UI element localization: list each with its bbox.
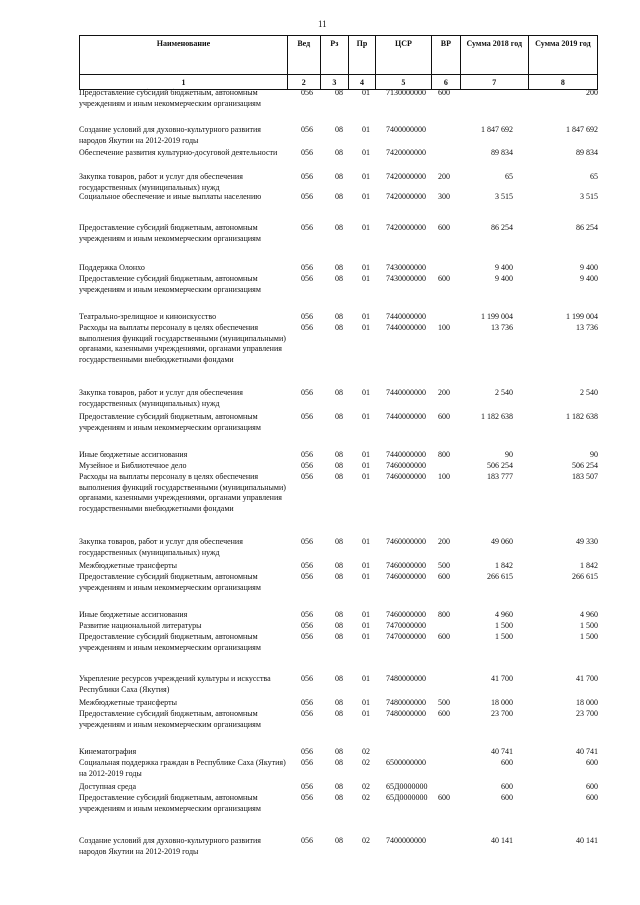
- row-sum-2019: 49 330: [576, 537, 598, 546]
- row-sum-2018: 600: [501, 793, 513, 802]
- row-csr: 7400000000: [386, 125, 426, 134]
- row-pr: 01: [362, 537, 370, 546]
- row-ved: 056: [301, 836, 313, 845]
- row-rz: 08: [335, 88, 343, 97]
- row-sum-2018: 13 736: [491, 323, 513, 332]
- row-name: Расходы на выплаты персоналу в целях обеспечения выполнения функций государственными (муниципальными) органами, казенными учреждениями, органами управления государственными внебюджетными фондами: [79, 472, 286, 513]
- row-csr: 7440000000: [386, 323, 426, 332]
- row-sum-2018: 65: [505, 172, 513, 181]
- row-rz: 08: [335, 632, 343, 641]
- row-pr: 02: [362, 793, 370, 802]
- row-vr: 800: [438, 610, 450, 619]
- row-name: Музейное и Библиотечное дело: [79, 461, 187, 470]
- row-sum-2019: 40 141: [576, 836, 598, 845]
- row-ved: 056: [301, 572, 313, 581]
- row-sum-2019: 41 700: [576, 674, 598, 683]
- row-ved: 056: [301, 632, 313, 641]
- row-pr: 01: [362, 674, 370, 683]
- row-pr: 01: [362, 263, 370, 272]
- row-ved: 056: [301, 274, 313, 283]
- row-rz: 08: [335, 561, 343, 570]
- row-pr: 01: [362, 698, 370, 707]
- row-ved: 056: [301, 698, 313, 707]
- row-rz: 08: [335, 472, 343, 481]
- row-pr: 02: [362, 836, 370, 845]
- colnum-1: 1: [80, 75, 288, 90]
- row-name: Доступная среда: [79, 782, 137, 791]
- row-csr: 7420000000: [386, 172, 426, 181]
- row-ved: 056: [301, 472, 313, 481]
- row-ved: 056: [301, 88, 313, 97]
- row-sum-2019: 4 960: [580, 610, 598, 619]
- row-pr: 01: [362, 610, 370, 619]
- row-sum-2019: 13 736: [576, 323, 598, 332]
- row-name: Предоставление субсидий бюджетным, автономным учреждениям и иным некоммерческим организациям: [79, 412, 261, 432]
- row-sum-2018: 506 254: [487, 461, 513, 470]
- row-ved: 056: [301, 412, 313, 421]
- row-sum-2018: 3 515: [495, 192, 513, 201]
- row-sum-2018: 86 254: [491, 223, 513, 232]
- row-pr: 01: [362, 148, 370, 157]
- row-sum-2018: 2 540: [495, 388, 513, 397]
- row-sum-2019: 1 500: [580, 621, 598, 630]
- row-csr: 7400000000: [386, 836, 426, 845]
- row-name: Укрепление ресурсов учреждений культуры и искусства Республики Саха (Якутия): [79, 674, 271, 694]
- row-ved: 056: [301, 461, 313, 470]
- row-rz: 08: [335, 747, 343, 756]
- row-name: Развитие национальной литературы: [79, 621, 202, 630]
- row-name: Предоставление субсидий бюджетным, автономным учреждениям и иным некоммерческим организациям: [79, 223, 261, 243]
- row-name: Предоставление субсидий бюджетным, автономным учреждениям и иным некоммерческим организациям: [79, 709, 261, 729]
- row-sum-2019: 1 500: [580, 632, 598, 641]
- row-csr: 7470000000: [386, 621, 426, 630]
- page-number: 11: [318, 19, 327, 29]
- row-vr: 800: [438, 450, 450, 459]
- row-name: Предоставление субсидий бюджетным, автономным учреждениям и иным некоммерческим организациям: [79, 793, 261, 813]
- row-csr: 7430000000: [386, 263, 426, 272]
- row-name: Расходы на выплаты персоналу в целях обеспечения выполнения функций государственными (муниципальными) органами, казенными учреждениями, органами управления государственными внебюджетными фондами: [79, 323, 286, 364]
- row-pr: 01: [362, 192, 370, 201]
- row-name: Создание условий для духовно-культурного развития народов Якутии на 2012-2019 годы: [79, 125, 261, 145]
- row-csr: 7460000000: [386, 461, 426, 470]
- row-sum-2019: 86 254: [576, 223, 598, 232]
- row-rz: 08: [335, 172, 343, 181]
- row-csr: 6500000000: [386, 758, 426, 767]
- row-csr: 7420000000: [386, 148, 426, 157]
- row-name: Создание условий для духовно-культурного развития народов Якутии на 2012-2019 годы: [79, 836, 261, 856]
- row-vr: 300: [438, 192, 450, 201]
- row-ved: 056: [301, 537, 313, 546]
- row-csr: 7460000000: [386, 537, 426, 546]
- row-pr: 01: [362, 172, 370, 181]
- row-sum-2019: 183 507: [572, 472, 598, 481]
- row-pr: 01: [362, 88, 370, 97]
- row-ved: 056: [301, 758, 313, 767]
- row-vr: 500: [438, 561, 450, 570]
- row-name: Кинематография: [79, 747, 137, 756]
- row-ved: 056: [301, 747, 313, 756]
- row-rz: 08: [335, 148, 343, 157]
- row-pr: 01: [362, 472, 370, 481]
- row-csr: 7480000000: [386, 674, 426, 683]
- header-vr: ВР: [432, 36, 461, 75]
- row-rz: 08: [335, 674, 343, 683]
- row-rz: 08: [335, 537, 343, 546]
- row-sum-2019: 266 615: [572, 572, 598, 581]
- row-sum-2019: 3 515: [580, 192, 598, 201]
- row-pr: 01: [362, 709, 370, 718]
- row-name: Предоставление субсидий бюджетным, автономным учреждениям и иным некоммерческим организациям: [79, 274, 261, 294]
- row-ved: 056: [301, 323, 313, 332]
- row-name: Социальная поддержка граждан в Республике Саха (Якутия) на 2012-2019 годы: [79, 758, 286, 778]
- row-vr: 100: [438, 472, 450, 481]
- row-sum-2019: 506 254: [572, 461, 598, 470]
- row-ved: 056: [301, 621, 313, 630]
- row-rz: 08: [335, 223, 343, 232]
- row-csr: 7440000000: [386, 312, 426, 321]
- row-name: Межбюджетные трансферты: [79, 561, 177, 570]
- row-ved: 056: [301, 782, 313, 791]
- row-csr: 7480000000: [386, 709, 426, 718]
- row-sum-2018: 90: [505, 450, 513, 459]
- row-sum-2018: 9 400: [495, 263, 513, 272]
- row-csr: 7130000000: [386, 88, 426, 97]
- row-rz: 08: [335, 621, 343, 630]
- row-vr: 100: [438, 323, 450, 332]
- row-pr: 01: [362, 312, 370, 321]
- row-name: Социальное обеспечение и иные выплаты населению: [79, 192, 262, 201]
- row-sum-2018: 41 700: [491, 674, 513, 683]
- row-sum-2018: 1 847 692: [481, 125, 513, 134]
- row-sum-2018: 1 500: [495, 632, 513, 641]
- row-rz: 08: [335, 782, 343, 791]
- row-csr: 7470000000: [386, 632, 426, 641]
- row-name: Предоставление субсидий бюджетным, автономным учреждениям и иным некоммерческим организациям: [79, 88, 261, 108]
- row-sum-2018: 1 199 004: [481, 312, 513, 321]
- row-ved: 056: [301, 450, 313, 459]
- row-pr: 02: [362, 758, 370, 767]
- colnum-7: 7: [460, 75, 528, 90]
- row-csr: 7430000000: [386, 274, 426, 283]
- header-ved: Вед: [287, 36, 320, 75]
- row-sum-2018: 40 141: [491, 836, 513, 845]
- row-rz: 08: [335, 412, 343, 421]
- row-name: Закупка товаров, работ и услуг для обеспечения государственных (муниципальных) нужд: [79, 537, 243, 557]
- row-rz: 08: [335, 461, 343, 470]
- row-sum-2019: 89 834: [576, 148, 598, 157]
- header-csr: ЦСР: [375, 36, 431, 75]
- row-ved: 056: [301, 172, 313, 181]
- row-rz: 08: [335, 836, 343, 845]
- row-vr: 600: [438, 709, 450, 718]
- row-name: Театрально-зрелищное и киноискусство: [79, 312, 217, 321]
- row-sum-2019: 1 842: [580, 561, 598, 570]
- row-sum-2019: 200: [586, 88, 598, 97]
- row-sum-2018: 1 842: [495, 561, 513, 570]
- row-sum-2018: 1 182 638: [481, 412, 513, 421]
- row-sum-2019: 9 400: [580, 263, 598, 272]
- row-sum-2019: 600: [586, 793, 598, 802]
- row-rz: 08: [335, 450, 343, 459]
- row-sum-2019: 1 182 638: [566, 412, 598, 421]
- row-sum-2019: 1 847 692: [566, 125, 598, 134]
- row-rz: 08: [335, 323, 343, 332]
- row-rz: 08: [335, 709, 343, 718]
- header-sum-2018: Сумма 2018 год: [460, 36, 528, 75]
- header-name: Наименование: [80, 36, 288, 75]
- row-pr: 02: [362, 747, 370, 756]
- row-vr: 200: [438, 172, 450, 181]
- row-ved: 056: [301, 192, 313, 201]
- row-rz: 08: [335, 388, 343, 397]
- row-ved: 056: [301, 263, 313, 272]
- row-sum-2019: 600: [586, 758, 598, 767]
- row-sum-2019: 18 000: [576, 698, 598, 707]
- colnum-2: 2: [287, 75, 320, 90]
- row-pr: 01: [362, 223, 370, 232]
- row-pr: 01: [362, 274, 370, 283]
- colnum-6: 6: [432, 75, 461, 90]
- row-sum-2018: 183 777: [487, 472, 513, 481]
- row-vr: 600: [438, 274, 450, 283]
- row-csr: 7460000000: [386, 610, 426, 619]
- row-name: Предоставление субсидий бюджетным, автономным учреждениям и иным некоммерческим организациям: [79, 572, 261, 592]
- row-pr: 01: [362, 572, 370, 581]
- colnum-3: 3: [320, 75, 349, 90]
- row-csr: 7460000000: [386, 472, 426, 481]
- row-sum-2019: 9 400: [580, 274, 598, 283]
- row-vr: 600: [438, 632, 450, 641]
- row-name: Иные бюджетные ассигнования: [79, 610, 188, 619]
- row-csr: 7460000000: [386, 572, 426, 581]
- row-rz: 08: [335, 192, 343, 201]
- row-sum-2018: 4 960: [495, 610, 513, 619]
- row-sum-2019: 600: [586, 782, 598, 791]
- table-header: [79, 35, 598, 90]
- row-sum-2018: 9 400: [495, 274, 513, 283]
- row-rz: 08: [335, 698, 343, 707]
- row-sum-2019: 1 199 004: [566, 312, 598, 321]
- row-sum-2018: 18 000: [491, 698, 513, 707]
- row-vr: 600: [438, 412, 450, 421]
- row-sum-2018: 266 615: [487, 572, 513, 581]
- row-csr: 7440000000: [386, 388, 426, 397]
- row-vr: 600: [438, 88, 450, 97]
- row-ved: 056: [301, 223, 313, 232]
- row-rz: 08: [335, 274, 343, 283]
- row-vr: 200: [438, 388, 450, 397]
- row-rz: 08: [335, 312, 343, 321]
- row-csr: 65Д0000000: [386, 782, 428, 791]
- row-csr: 7420000000: [386, 223, 426, 232]
- row-pr: 01: [362, 621, 370, 630]
- row-rz: 08: [335, 125, 343, 134]
- row-sum-2019: 40 741: [576, 747, 598, 756]
- row-sum-2018: 40 741: [491, 747, 513, 756]
- row-sum-2018: 23 700: [491, 709, 513, 718]
- row-ved: 056: [301, 793, 313, 802]
- row-sum-2018: 600: [501, 782, 513, 791]
- row-pr: 01: [362, 632, 370, 641]
- row-pr: 01: [362, 412, 370, 421]
- colnum-4: 4: [349, 75, 376, 90]
- row-csr: 7440000000: [386, 412, 426, 421]
- row-ved: 056: [301, 610, 313, 619]
- header-rz: Рз: [320, 36, 349, 75]
- row-vr: 600: [438, 223, 450, 232]
- row-name: Обеспечение развития культурно-досуговой деятельности: [79, 148, 278, 157]
- row-sum-2019: 65: [590, 172, 598, 181]
- row-ved: 056: [301, 709, 313, 718]
- row-csr: 7480000000: [386, 698, 426, 707]
- row-rz: 08: [335, 610, 343, 619]
- row-name: Иные бюджетные ассигнования: [79, 450, 188, 459]
- row-pr: 01: [362, 323, 370, 332]
- row-name: Поддержка Олонхо: [79, 263, 145, 272]
- row-pr: 01: [362, 125, 370, 134]
- row-pr: 01: [362, 450, 370, 459]
- row-rz: 08: [335, 263, 343, 272]
- colnum-8: 8: [528, 75, 597, 90]
- row-pr: 02: [362, 782, 370, 791]
- row-vr: 600: [438, 572, 450, 581]
- row-ved: 056: [301, 312, 313, 321]
- row-rz: 08: [335, 758, 343, 767]
- row-sum-2019: 2 540: [580, 388, 598, 397]
- row-csr: 65Д0000000: [386, 793, 428, 802]
- row-sum-2018: 89 834: [491, 148, 513, 157]
- row-csr: 7440000000: [386, 450, 426, 459]
- row-pr: 01: [362, 388, 370, 397]
- row-name: Межбюджетные трансферты: [79, 698, 177, 707]
- row-sum-2018: 1 500: [495, 621, 513, 630]
- row-rz: 08: [335, 572, 343, 581]
- row-name: Закупка товаров, работ и услуг для обеспечения государственных (муниципальных) нужд: [79, 172, 243, 192]
- row-vr: 500: [438, 698, 450, 707]
- row-csr: 7460000000: [386, 561, 426, 570]
- row-sum-2018: 49 060: [491, 537, 513, 546]
- header-sum-2019: Сумма 2019 год: [528, 36, 597, 75]
- row-name: Предоставление субсидий бюджетным, автономным учреждениям и иным некоммерческим организациям: [79, 632, 261, 652]
- row-vr: 200: [438, 537, 450, 546]
- row-pr: 01: [362, 461, 370, 470]
- row-pr: 01: [362, 561, 370, 570]
- row-sum-2018: 600: [501, 758, 513, 767]
- row-rz: 08: [335, 793, 343, 802]
- row-name: Закупка товаров, работ и услуг для обеспечения государственных (муниципальных) нужд: [79, 388, 243, 408]
- row-csr: 7420000000: [386, 192, 426, 201]
- row-ved: 056: [301, 674, 313, 683]
- row-ved: 056: [301, 388, 313, 397]
- row-ved: 056: [301, 148, 313, 157]
- row-sum-2019: 90: [590, 450, 598, 459]
- row-sum-2019: 23 700: [576, 709, 598, 718]
- row-ved: 056: [301, 561, 313, 570]
- colnum-5: 5: [375, 75, 431, 90]
- row-ved: 056: [301, 125, 313, 134]
- row-vr: 600: [438, 793, 450, 802]
- header-pr: Пр: [349, 36, 376, 75]
